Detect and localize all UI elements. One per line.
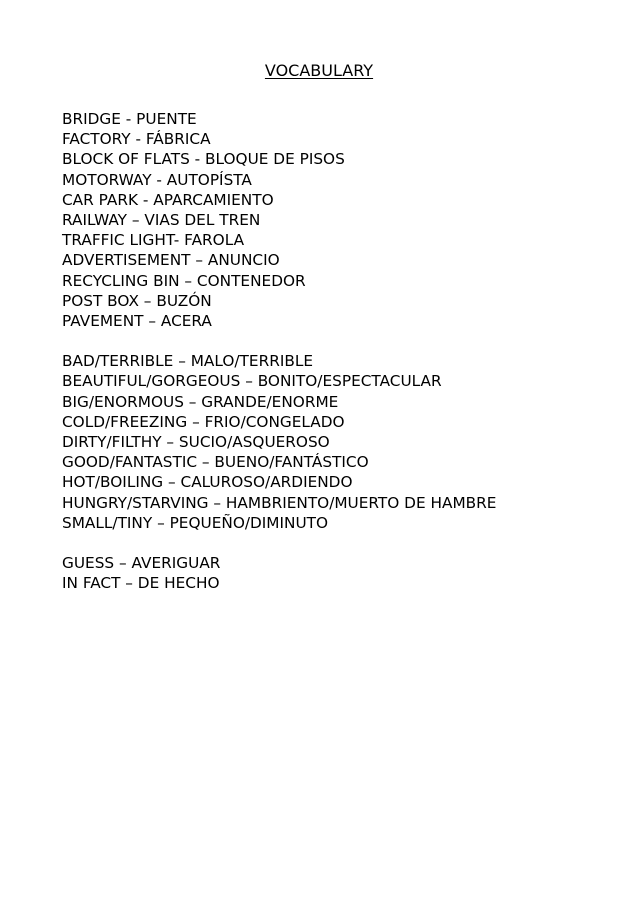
vocabulary-entry: PAVEMENT – ACERA bbox=[62, 312, 212, 331]
vocabulary-entry: SMALL/TINY – PEQUEÑO/DIMINUTO bbox=[62, 513, 329, 532]
vocabulary-entry: HUNGRY/STARVING – HAMBRIENTO/MUERTO DE HAMBRE bbox=[62, 493, 497, 512]
vocabulary-section-places bbox=[62, 109, 622, 331]
vocabulary-entry: BLOCK OF FLATS - BLOQUE DE PISOS bbox=[62, 150, 345, 169]
vocabulary-entry: BRIDGE - PUENTE bbox=[62, 110, 197, 128]
vocabulary-entry: GUESS – AVERIGUAR bbox=[62, 554, 221, 573]
vocabulary-section-expressions bbox=[62, 553, 622, 593]
vocabulary-content bbox=[62, 109, 622, 613]
vocabulary-entry: POST BOX – BUZÓN bbox=[62, 291, 212, 310]
vocabulary-entry: GOOD/FANTASTIC – BUENO/FANTÁSTICO bbox=[62, 453, 369, 472]
vocabulary-entry: BIG/ENORMOUS – GRANDE/ENORME bbox=[62, 392, 339, 411]
vocabulary-entry: BAD/TERRIBLE – MALO/TERRIBLE bbox=[62, 352, 314, 371]
vocabulary-entry: BEAUTIFUL/GORGEOUS – BONITO/ESPECTACULAR bbox=[62, 372, 442, 391]
vocabulary-entry: CAR PARK - APARCAMIENTO bbox=[62, 190, 274, 209]
vocabulary-entry: RAILWAY – VIAS DEL TREN bbox=[62, 211, 261, 230]
vocabulary-entry: HOT/BOILING – CALUROSO/ARDIENDO bbox=[62, 473, 353, 492]
vocabulary-entry: IN FACT – DE HECHO bbox=[62, 574, 220, 593]
vocabulary-entry: FACTORY - FÁBRICA bbox=[62, 130, 211, 149]
vocabulary-entry: RECYCLING BIN – CONTENEDOR bbox=[62, 271, 306, 290]
vocabulary-entry: DIRTY/FILTHY – SUCIO/ASQUEROSO bbox=[62, 433, 330, 452]
vocabulary-section-adjectives bbox=[62, 351, 622, 533]
vocabulary-entry: TRAFFIC LIGHT- FAROLA bbox=[62, 231, 245, 250]
page-title: VOCABULARY bbox=[264, 61, 374, 80]
vocabulary-entry: COLD/FREEZING – FRIO/CONGELADO bbox=[62, 412, 345, 431]
vocabulary-entry: MOTORWAY - AUTOPÍSTA bbox=[62, 170, 252, 189]
vocabulary-entry: ADVERTISEMENT – ANUNCIO bbox=[62, 251, 280, 270]
